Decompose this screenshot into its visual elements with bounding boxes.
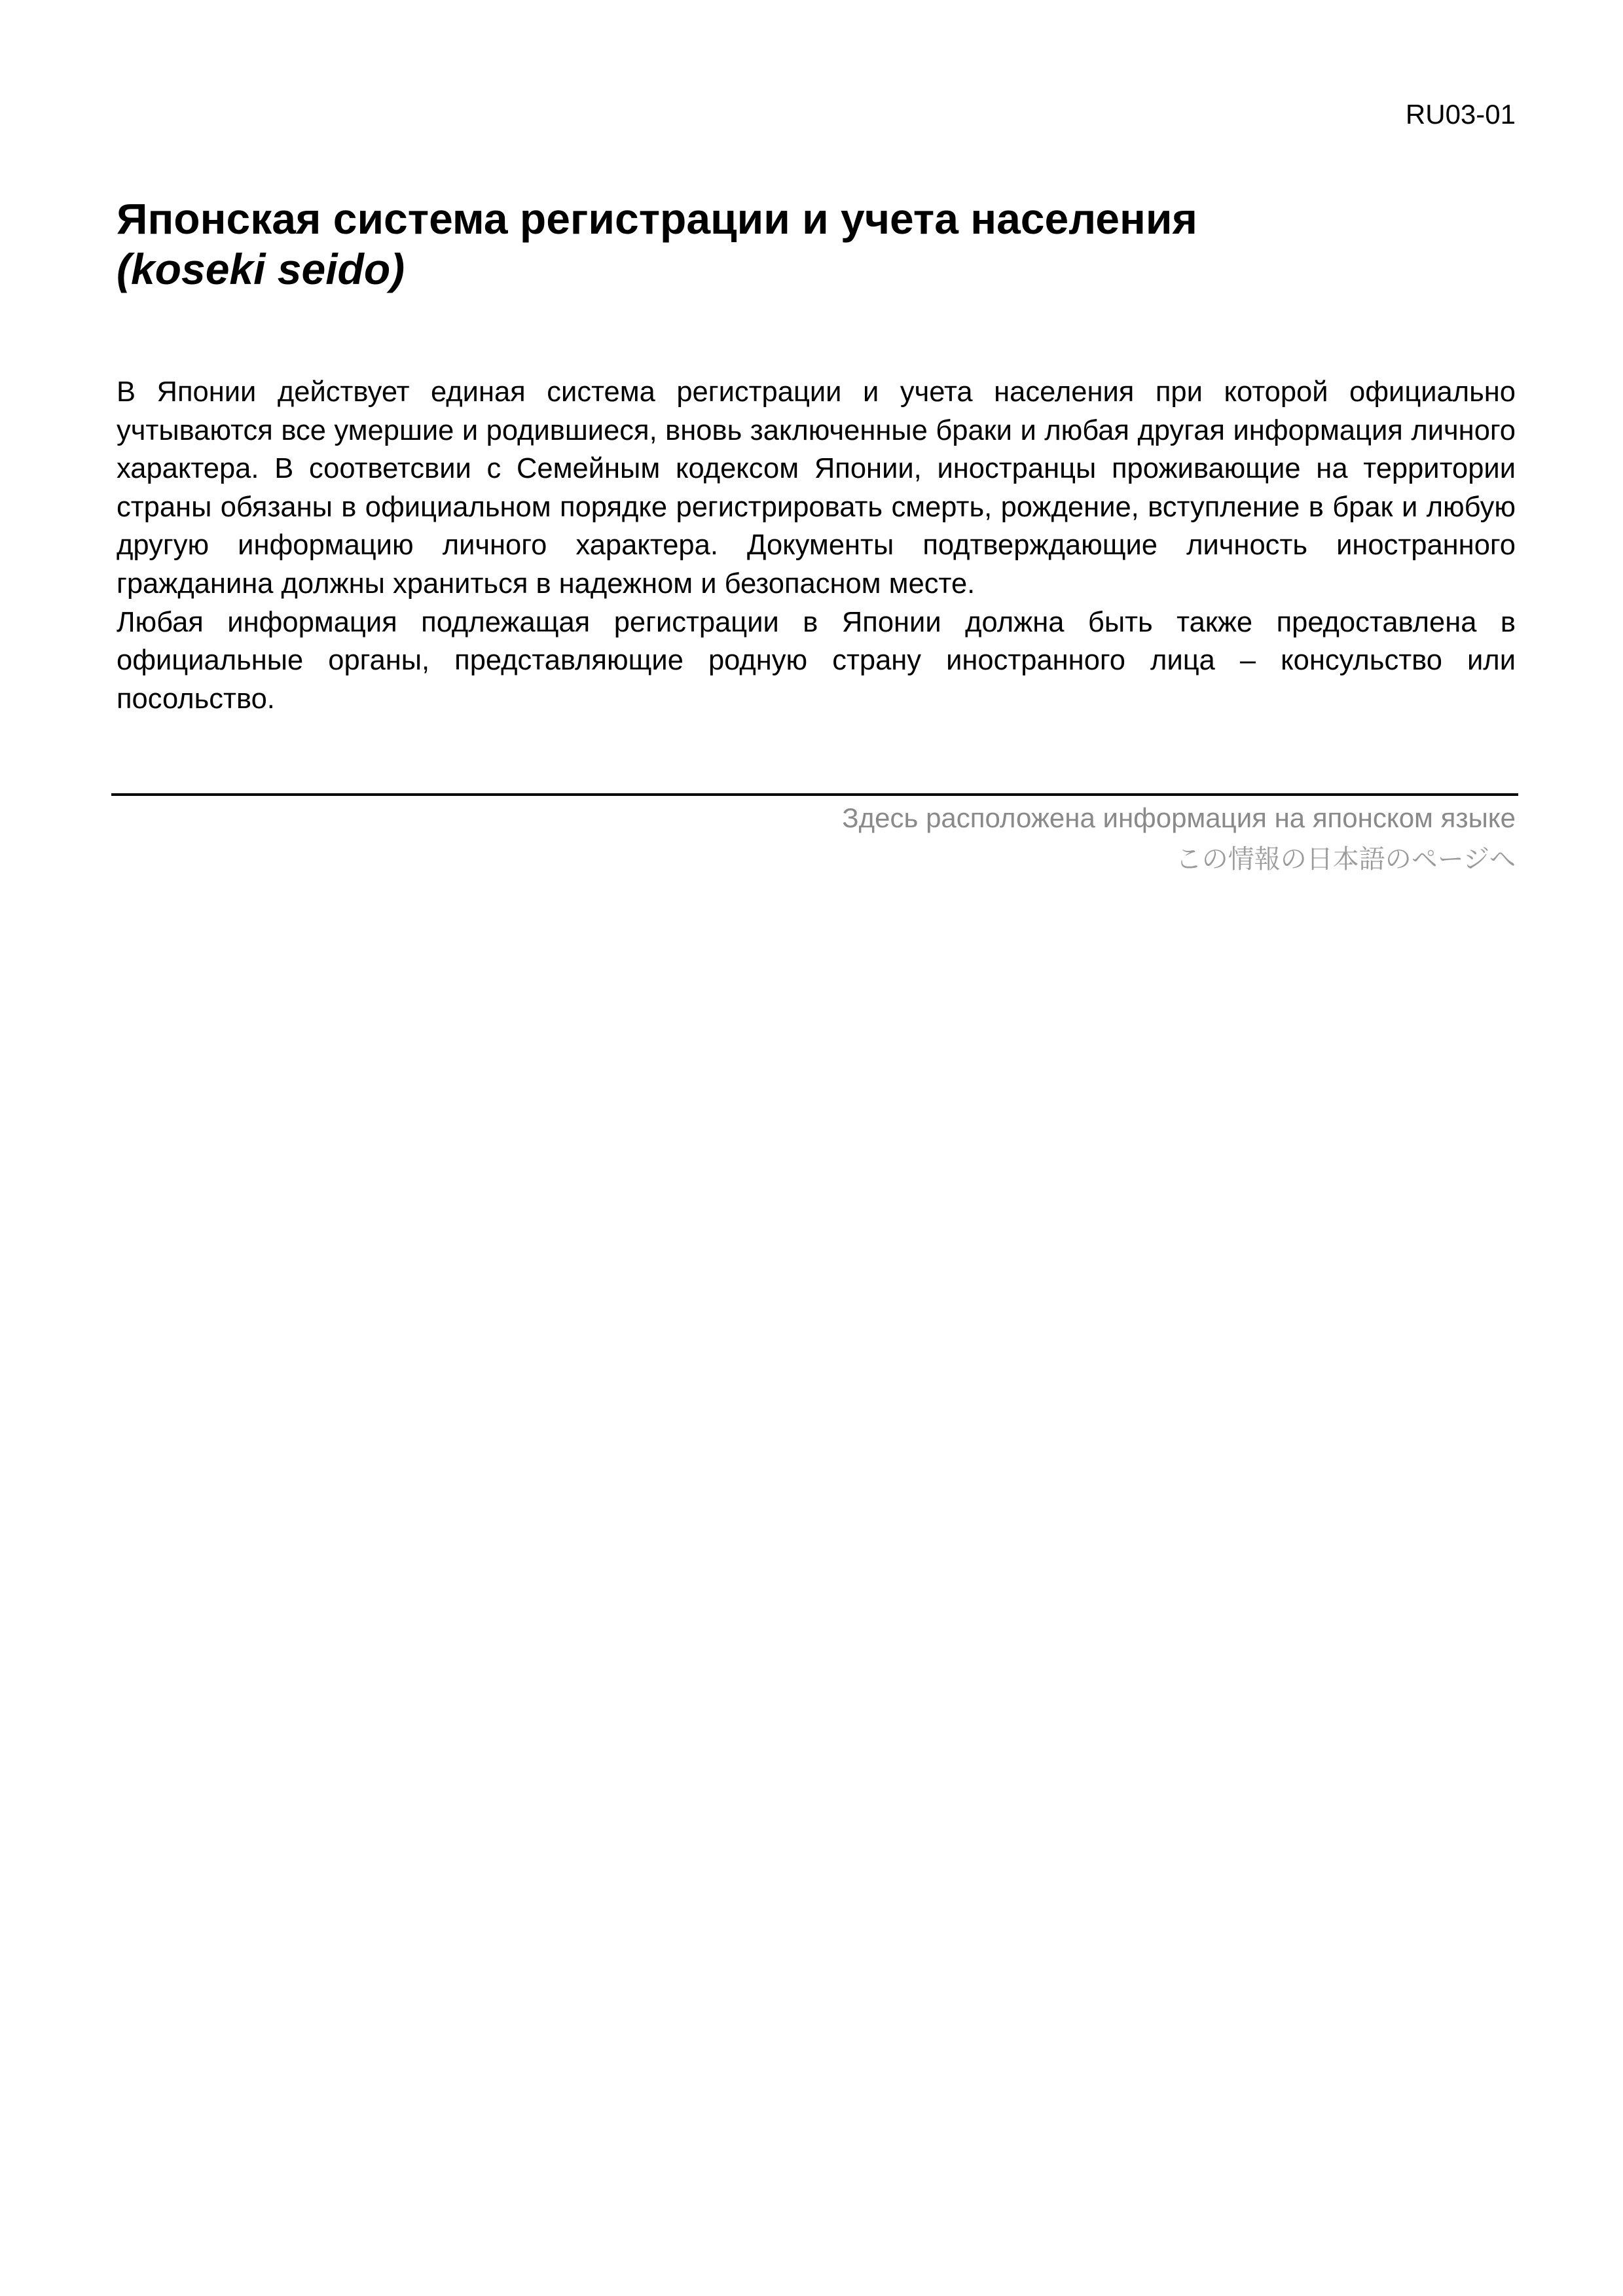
body-text — [117, 373, 1516, 718]
title-block — [117, 194, 1516, 295]
paragraph-2: Любая информация подлежащая регистрации в Японии должна быть также предоставлена в официальные органы, представляющие родную страну иностранного лица – консульство или посольство. — [117, 606, 1516, 715]
japanese-info-link-ja[interactable]: この情報の日本語のページへ — [1175, 844, 1516, 874]
japanese-info-link-ru[interactable]: Здесь расположена информация на японском языке — [842, 802, 1516, 833]
page-subtitle: (koseki seido) — [117, 245, 405, 293]
paragraph-1: В Японии действует единая система регистрации и учета населения при которой официально учтываются все умершие и родившиеся, вновь заключенные браки и любая другая информация личного характера. В соответсвии с Семейным кодексом Японии, иностранцы проживающие на территории страны обязаны в официальном порядке регистрировать смерть, рождение, вступление в брак и любую другую информацию личного характера. Документы подтверждающие личность иностранного гражданина должны храниться в надежном и безопасном месте. — [117, 376, 1516, 600]
page-code: RU03-01 — [1405, 99, 1516, 130]
page-title: Японская система регистрации и учета населения — [117, 194, 1197, 243]
divider-line — [111, 793, 1518, 796]
